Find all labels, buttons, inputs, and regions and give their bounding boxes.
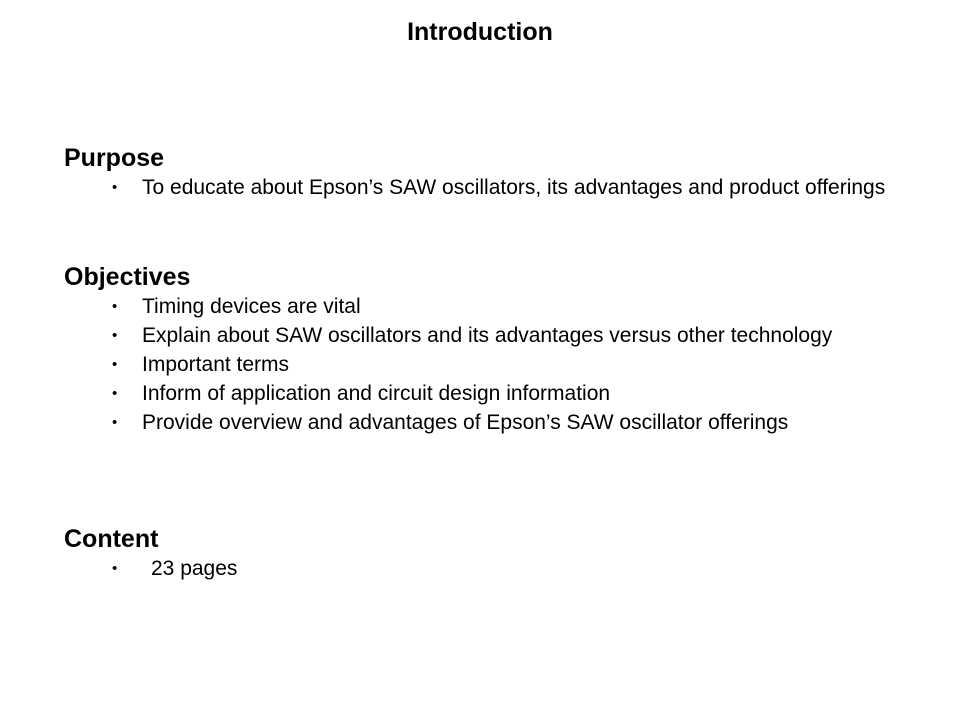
objectives-heading: Objectives <box>64 263 191 291</box>
objectives-item-text: Provide overview and advantages of Epson’s SAW oscillator offerings <box>142 411 789 434</box>
content-item-text: 23 pages <box>151 557 238 580</box>
purpose-list <box>64 173 914 202</box>
content-heading: Content <box>64 525 159 553</box>
objectives-item <box>64 292 914 321</box>
purpose-item <box>64 173 914 202</box>
objectives-item <box>64 408 914 437</box>
content-item <box>64 554 914 583</box>
objectives-item <box>64 379 914 408</box>
objectives-item-text: Inform of application and circuit design information <box>142 382 611 405</box>
bullet-icon: • <box>112 179 118 196</box>
bullet-icon: • <box>112 560 118 577</box>
purpose-section <box>64 143 914 202</box>
slide-title: Introduction <box>407 18 553 46</box>
objectives-item-text: Timing devices are vital <box>142 295 361 318</box>
content-list <box>64 554 914 583</box>
bullet-icon: • <box>112 385 118 402</box>
bullet-icon: • <box>112 327 118 344</box>
objectives-item <box>64 350 914 379</box>
bullet-icon: • <box>112 414 118 431</box>
bullet-icon: • <box>112 298 118 315</box>
content-section <box>64 524 914 583</box>
purpose-item-text: To educate about Epson’s SAW oscillators, its advantages and product offerings <box>142 176 886 199</box>
objectives-item-text: Important terms <box>142 353 290 376</box>
objectives-item-text: Explain about SAW oscillators and its advantages versus other technology <box>142 324 833 347</box>
objectives-item <box>64 321 914 350</box>
bullet-icon: • <box>112 356 118 373</box>
objectives-section <box>64 262 914 437</box>
purpose-heading: Purpose <box>64 144 165 172</box>
objectives-list <box>64 292 914 437</box>
